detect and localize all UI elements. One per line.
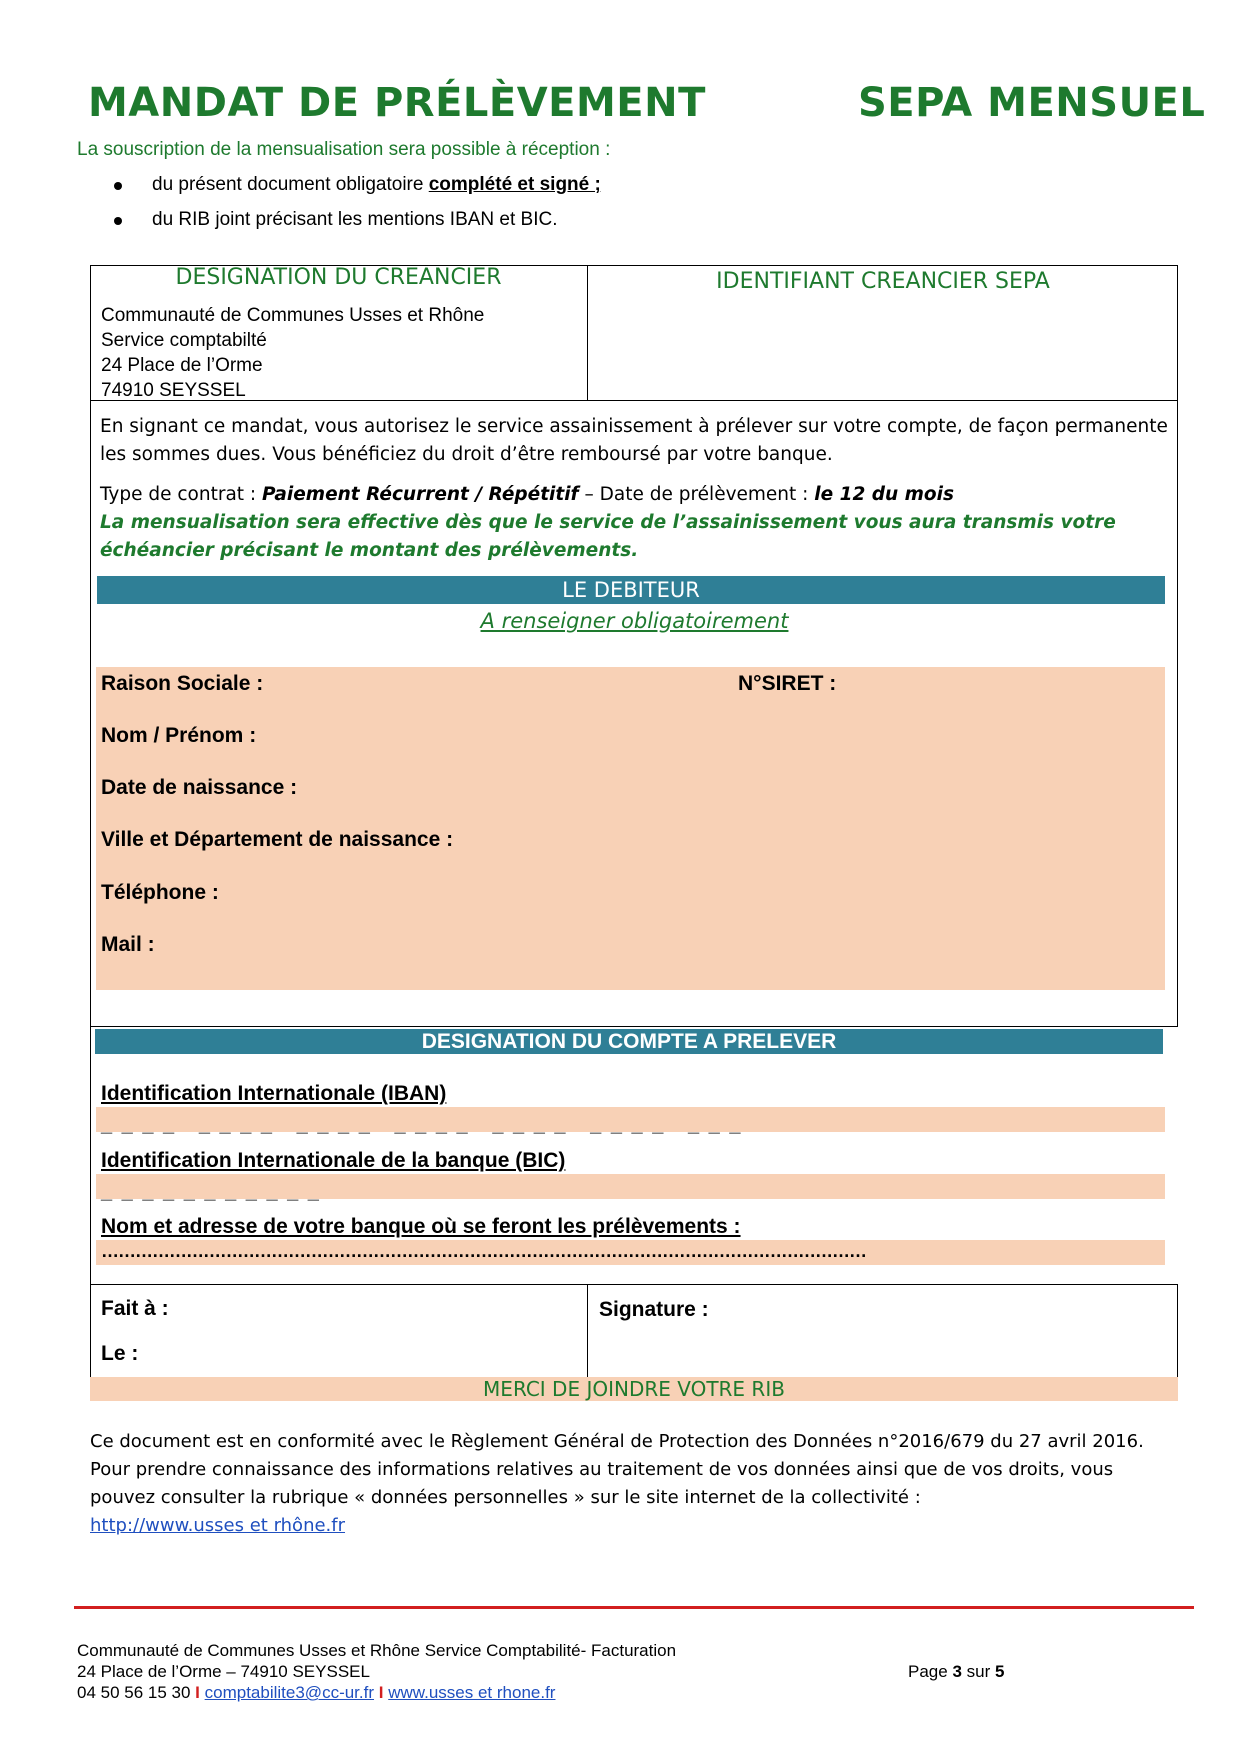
gdpr-text: Ce document est en conformité avec le Règlement Général de Protection des Données n°2016/679 du 27 avril 2016. Pour prendre connaissance des informations relatives au traitement de vos données ainsi que de vos droits, vous pouvez consulter la rubrique « données personnelles » sur le site internet de la collectivité : (90, 1431, 1144, 1508)
debtor-bar: LE DEBITEUR (97, 576, 1165, 604)
bullet-icon (114, 217, 122, 225)
footer-separator: I (378, 1683, 384, 1702)
intro-bullet-2: du RIB joint précisant les mentions IBAN et BIC. (152, 209, 558, 230)
bank-label: Nom et adresse de votre banque où se feront les prélèvements : (101, 1215, 741, 1238)
bullet-1-emphasis: complété et signé ; (428, 174, 601, 195)
bullet-icon (114, 182, 122, 190)
footer-contacts (77, 1682, 555, 1703)
bullet-1-text: du présent document obligatoire (152, 174, 429, 195)
debtor-subtitle: A renseigner obligatoirement (480, 609, 789, 633)
raison-sociale-label: Raison Sociale : (101, 672, 264, 695)
intro-bullet-1 (152, 174, 601, 196)
contract-label: Type de contrat : (100, 484, 263, 505)
signature-label: Signature : (599, 1298, 709, 1321)
page-subtitle: SEPA MENSUEL (858, 80, 1206, 126)
telephone-label: Téléphone : (101, 881, 219, 904)
page-of: sur (961, 1662, 995, 1681)
bic-label: Identification Internationale de la banque (BIC) (101, 1149, 566, 1172)
page-label: Page (908, 1662, 953, 1681)
mandate-text: En signant ce mandat, vous autorisez le service assainissement à prélever sur votre compte, de façon permanente les sommes dues. Vous bénéficiez du droit d’être remboursé par votre banque. (100, 416, 1168, 465)
creditor-address-line: Service comptabilté (101, 330, 267, 351)
contract-line (100, 481, 1170, 509)
sepa-id-heading: IDENTIFIANT CREANCIER SEPA (716, 269, 1050, 294)
footer-phone: 04 50 56 15 30 (77, 1683, 196, 1702)
bank-dots: ……………………………………………………………………………………………………………………… (101, 1241, 866, 1261)
account-bar: DESIGNATION DU COMPTE A PRELEVER (95, 1029, 1163, 1054)
birth-date-label: Date de naissance : (101, 776, 298, 799)
bic-blanks: _ _ _ _ _ _ _ _ _ _ _ (101, 1181, 321, 1203)
creditor-designation-heading: DESIGNATION DU CREANCIER (175, 265, 502, 290)
creditor-address-line: 24 Place de l’Orme (101, 355, 263, 376)
footer-rule (74, 1606, 1194, 1609)
intro-lead: La souscription de la mensualisation sera possible à réception : (77, 139, 611, 160)
page-number (908, 1661, 1004, 1682)
website-link[interactable]: http://www.usses et rhône.fr (90, 1515, 346, 1536)
nom-prenom-label: Nom / Prénom : (101, 724, 257, 747)
divider (587, 1284, 588, 1378)
date-value: le 12 du mois (814, 484, 954, 505)
contract-value: Paiement Récurrent / Répétitif (262, 484, 579, 505)
siret-label: N°SIRET : (738, 672, 837, 695)
page-current: 3 (952, 1662, 962, 1681)
footer-separator: I (195, 1683, 200, 1702)
footer-org: Communauté de Communes Usses et Rhône Service Comptabilité- Facturation (77, 1641, 677, 1660)
creditor-address (101, 303, 484, 403)
footer-website-link[interactable]: www.usses et rhone.fr (388, 1683, 556, 1702)
birth-place-label: Ville et Département de naissance : (101, 828, 454, 851)
creditor-address-line: Communauté de Communes Usses et Rhône (101, 305, 485, 326)
iban-blanks: _ _ _ _ _ _ _ _ _ _ _ _ _ _ _ _ _ _ _ _ _ _ _ _ _ _ _ (101, 1114, 743, 1136)
le-label: Le : (101, 1342, 139, 1365)
iban-label: Identification Internationale (IBAN) (101, 1082, 447, 1105)
footer-email-link[interactable]: comptabilite3@cc-ur.fr (204, 1683, 375, 1702)
fait-a-label: Fait à : (101, 1297, 169, 1320)
date-label: – Date de prélèvement : (578, 484, 815, 505)
page-total: 5 (994, 1662, 1005, 1681)
footer-address: 24 Place de l’Orme – 74910 SEYSSEL (77, 1662, 370, 1681)
mail-label: Mail : (101, 933, 155, 956)
page-title: MANDAT DE PRÉLÈVEMENT (88, 80, 706, 126)
account-left-border (90, 1026, 91, 1286)
rib-notice: MERCI DE JOINDRE VOTRE RIB (90, 1377, 1178, 1401)
mensualisation-notice: La mensualisation sera effective dès que le service de l’assainissement vous aura transmis votre échéancier précisant le montant des prélèvements. (100, 512, 1116, 561)
creditor-address-line: 74910 SEYSSEL (101, 380, 246, 401)
